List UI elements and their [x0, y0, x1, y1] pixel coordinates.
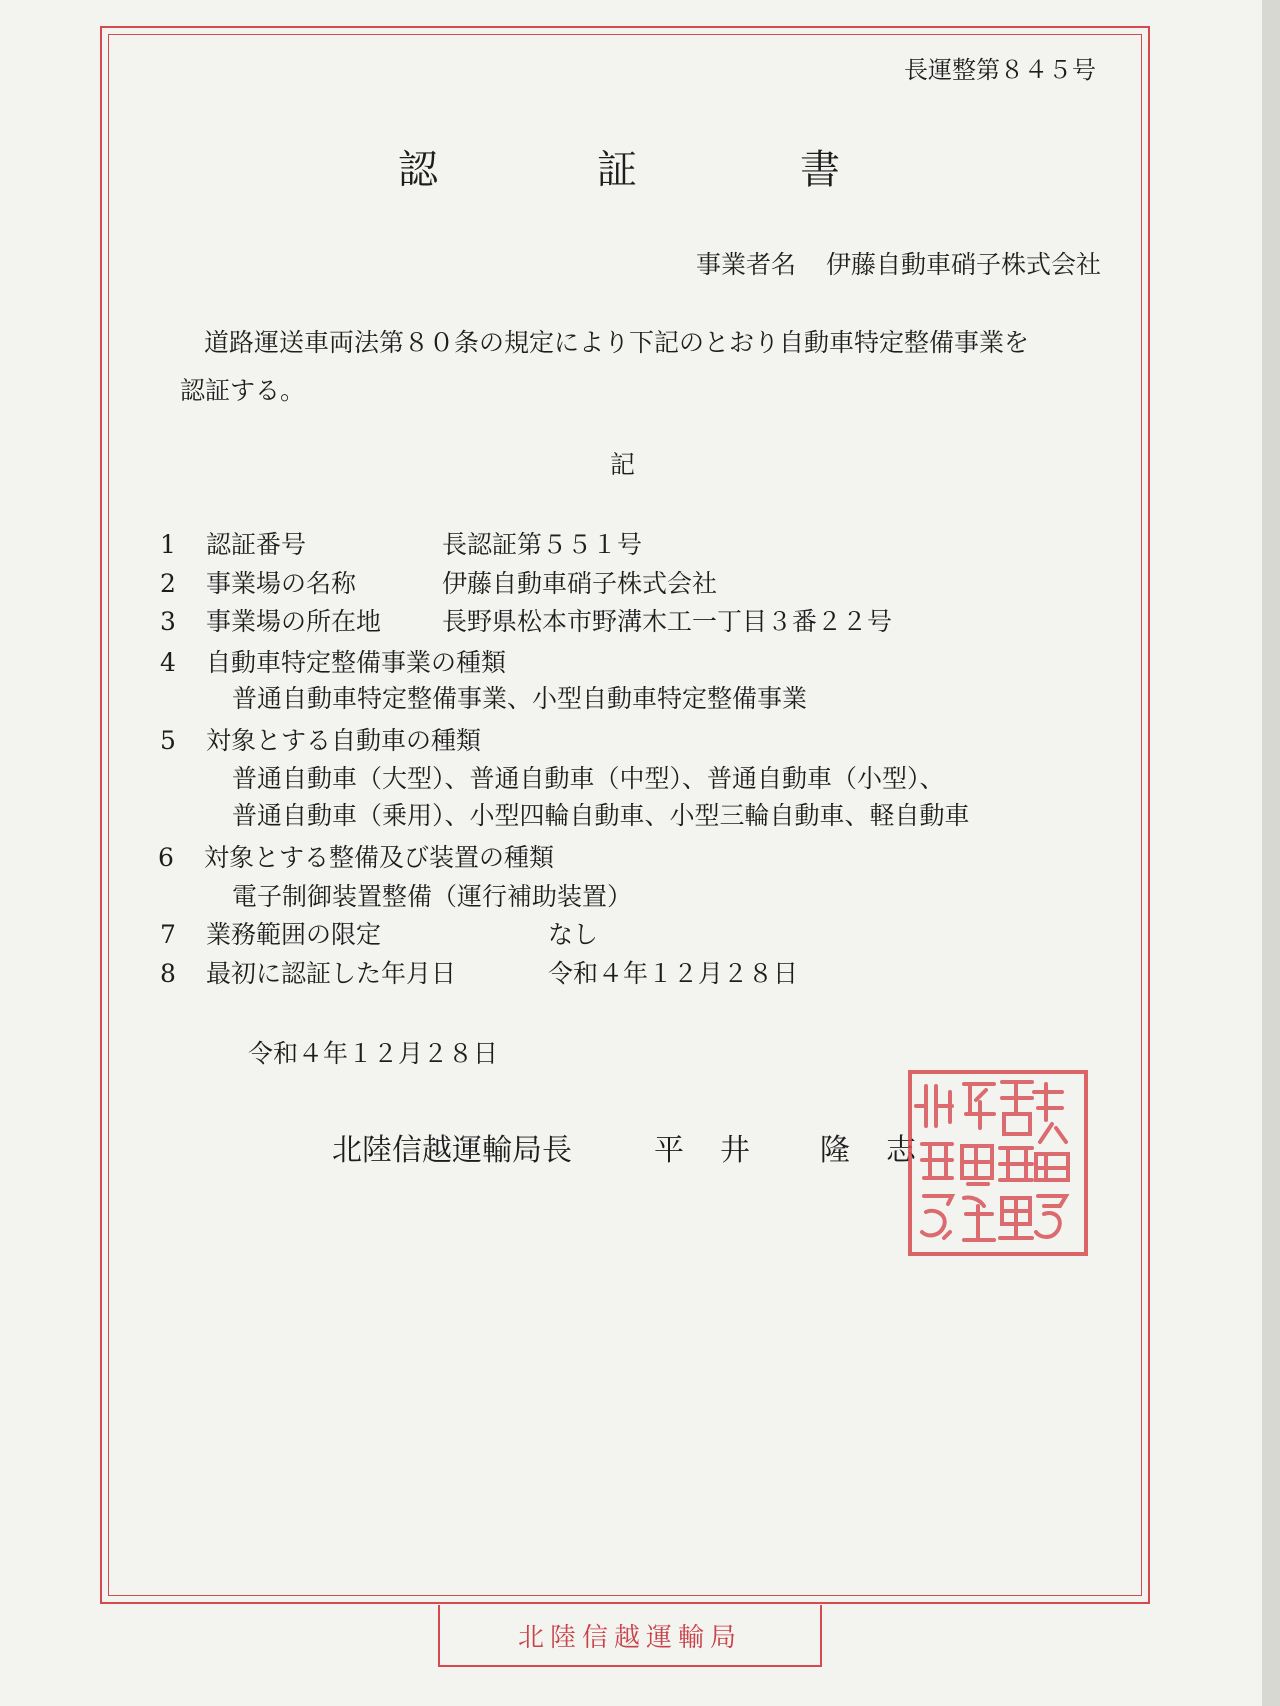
- issuing-office-stamp: 北陸信越運輸局: [438, 1605, 822, 1667]
- item-detail: 普通自動車特定整備事業、小型自動車特定整備事業: [232, 684, 808, 713]
- item-value: 長認証第５５１号: [442, 530, 643, 559]
- title-char-3: 書: [800, 147, 840, 193]
- issuer-name-4: 志: [886, 1133, 916, 1168]
- item-label: 自動車特定整備事業の種類: [206, 648, 507, 677]
- title-char-1: 認: [398, 147, 438, 193]
- item-value: 長野県松本市野溝木工一丁目３番２２号: [442, 607, 893, 636]
- document-number: 長運整第８４５号: [904, 56, 1096, 84]
- issuer-name-2: 井: [720, 1133, 750, 1168]
- item-number: 4: [160, 648, 176, 677]
- operator-label: 事業者名: [696, 250, 797, 279]
- issuer-name-3: 隆: [820, 1133, 850, 1168]
- item-value: 令和４年１２月２８日: [548, 959, 799, 988]
- item-label: 最初に認証した年月日: [206, 959, 457, 988]
- intro-line-1: 道路運送車両法第８０条の規定により下記のとおり自動車特定整備事業を: [204, 328, 1030, 357]
- item-detail: 普通自動車（大型）、普通自動車（中型）、普通自動車（小型）、: [232, 764, 945, 793]
- item-number: 2: [160, 569, 176, 598]
- issuer-name-1: 平: [654, 1133, 684, 1168]
- issuer-title: 北陸信越運輸局長: [332, 1133, 572, 1168]
- item-number: 6: [158, 843, 174, 872]
- item-label: 対象とする自動車の種類: [206, 726, 482, 755]
- item-label: 事業場の所在地: [206, 607, 382, 636]
- official-seal-stamp: [906, 1068, 1090, 1258]
- item-label: 事業場の名称: [206, 569, 357, 598]
- item-number: 7: [160, 920, 176, 949]
- item-number: 5: [160, 726, 176, 755]
- item-value: なし: [548, 920, 599, 949]
- title-char-2: 証: [597, 147, 637, 193]
- operator-name: 伊藤自動車硝子株式会社: [826, 250, 1102, 279]
- item-number: 1: [160, 530, 176, 559]
- paper-edge-shadow: [1262, 0, 1280, 1706]
- item-label: 対象とする整備及び装置の種類: [204, 843, 555, 872]
- item-label: 業務範囲の限定: [206, 920, 382, 949]
- item-detail: 電子制御装置整備（運行補助装置）: [232, 882, 633, 911]
- ki-heading: 記: [610, 450, 636, 479]
- item-detail: 普通自動車（乗用）、小型四輪自動車、小型三輪自動車、軽自動車: [232, 801, 970, 830]
- item-label: 認証番号: [206, 530, 307, 559]
- issue-date: 令和４年１２月２８日: [248, 1039, 499, 1068]
- item-value: 伊藤自動車硝子株式会社: [442, 569, 718, 598]
- intro-line-2: 認証する。: [180, 376, 306, 405]
- item-number: 3: [160, 607, 176, 636]
- item-number: 8: [160, 959, 176, 988]
